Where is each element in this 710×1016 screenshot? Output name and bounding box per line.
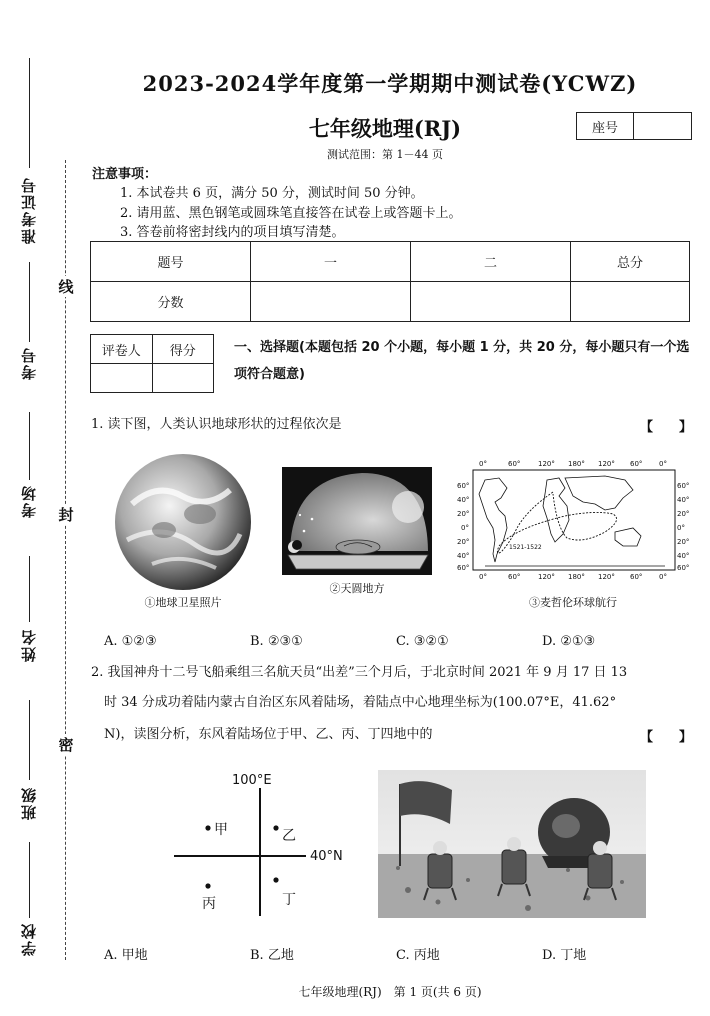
exam-subtitle: 七年级地理(RJ) <box>308 116 462 141</box>
question-2-line-2: 时 34 分成功着陆内蒙古自治区东风着陆场，着陆点中心地理坐标为(100.07°E，41.62° <box>104 695 617 710</box>
score-table-header-question: 题号 <box>91 242 251 282</box>
question-2-line-3: N)，读图分析，东风着陆场位于甲、乙、丙、丁四地中的 <box>104 727 433 742</box>
map-lon-bottom-6: 0° <box>659 573 667 581</box>
grader-score-label: 得分 <box>152 335 214 364</box>
school-line <box>29 842 30 918</box>
q1-option-b[interactable]: B. ②③① <box>250 634 303 649</box>
map-lon-bottom-5: 60° <box>630 573 643 581</box>
map-lat-left-1: 40° <box>457 496 470 504</box>
score-table-row-label: 分数 <box>91 282 251 322</box>
map-lon-top-5: 60° <box>630 460 643 468</box>
grader-score-cell[interactable] <box>152 364 214 393</box>
q2-option-d[interactable]: D. 丁地 <box>542 948 587 963</box>
q1-option-d[interactable]: D. ②①③ <box>542 634 596 649</box>
map-lon-top-1: 60° <box>508 460 521 468</box>
test-range: 测试范围：第 1－44 页 <box>327 148 443 161</box>
grader-label: 评卷人 <box>91 335 153 364</box>
q2-option-b[interactable]: B. 乙地 <box>250 948 294 963</box>
q1-option-c[interactable]: C. ③②① <box>396 634 449 649</box>
point-jia-dot <box>205 825 210 830</box>
point-bing-dot <box>205 883 210 888</box>
name-label: 姓名 <box>20 628 38 662</box>
map-lat-right-3: 0° <box>677 524 685 532</box>
exam-id-label: 准考证号 <box>20 176 38 244</box>
point-yi-label: 乙 <box>282 828 296 844</box>
exam-room-label: 考场 <box>20 484 38 518</box>
landing-site-photo <box>378 770 646 918</box>
q1-option-a[interactable]: A. ①②③ <box>104 634 157 649</box>
round-heaven-square-earth-image <box>282 467 432 575</box>
point-jia-label: 甲 <box>214 822 228 838</box>
diagram-lon-label: 100°E <box>232 773 272 788</box>
notice-item-2: 2. 请用蓝、黑色钢笔或圆珠笔直接答在试卷上或答题卡上。 <box>120 206 462 221</box>
map-lat-right-6: 60° <box>677 564 690 572</box>
q2-option-c[interactable]: C. 丙地 <box>396 948 440 963</box>
map-lat-right-4: 20° <box>677 538 690 546</box>
point-ding-label: 丁 <box>282 892 296 908</box>
map-lon-top-3: 180° <box>568 460 585 468</box>
cut-mark-seal: 封 <box>56 504 76 525</box>
map-lat-right-0: 60° <box>677 482 690 490</box>
map-lon-bottom-0: 0° <box>479 573 487 581</box>
map-lon-bottom-1: 60° <box>508 573 521 581</box>
question-2-answer-bracket[interactable]: 【 】 <box>640 730 693 745</box>
grader-cell[interactable] <box>91 364 153 393</box>
map-lon-top-2: 120° <box>538 460 555 468</box>
map-lon-bottom-2: 120° <box>538 573 555 581</box>
page-footer: 七年级地理(RJ) 第 1 页(共 6 页) <box>298 985 482 999</box>
caption-round-heaven: ②天圆地方 <box>329 582 385 595</box>
q2-option-a[interactable]: A. 甲地 <box>104 948 148 963</box>
seat-number-label: 座号 <box>577 113 634 139</box>
exam-id-line <box>29 58 30 168</box>
question-2-options <box>104 944 694 963</box>
score-table-header-total: 总分 <box>571 242 690 282</box>
point-ding-dot <box>273 877 278 882</box>
map-lat-left-0: 60° <box>457 482 470 490</box>
score-table-header-part1: 一 <box>251 242 411 282</box>
grader-table <box>90 334 214 393</box>
earth-satellite-photo <box>112 452 254 592</box>
map-lat-right-2: 20° <box>677 510 690 518</box>
map-lat-left-4: 20° <box>457 538 470 546</box>
map-lon-top-4: 120° <box>598 460 615 468</box>
map-lat-left-2: 20° <box>457 510 470 518</box>
caption-earth-photo: ①地球卫星照片 <box>144 596 222 609</box>
map-lat-left-5: 40° <box>457 552 470 560</box>
point-bing-label: 丙 <box>202 896 216 912</box>
question-2-line-1: 2. 我国神舟十二号飞船乘组三名航天员“出差”三个月后，于北京时间 2021 年 9 月 17 日 13 <box>91 665 628 680</box>
map-lat-left-3: 0° <box>461 524 469 532</box>
notice-item-1: 1. 本试卷共 6 页，满分 50 分，测试时间 50 分钟。 <box>120 186 424 201</box>
class-label: 班级 <box>20 786 38 820</box>
score-cell-total[interactable] <box>571 282 690 322</box>
map-lat-right-5: 40° <box>677 552 690 560</box>
question-1-answer-bracket[interactable]: 【 】 <box>640 420 693 435</box>
question-1-options <box>104 634 694 649</box>
school-label: 学校 <box>20 922 38 956</box>
magellan-voyage-map <box>455 458 691 582</box>
exam-number-line <box>29 262 30 342</box>
exam-title: 2023-2024学年度第一学期期中测试卷(YCWZ) <box>142 71 638 96</box>
caption-magellan: ③麦哲伦环球航行 <box>529 596 617 609</box>
exam-number-label: 考号 <box>20 346 38 380</box>
map-lat-right-1: 40° <box>677 496 690 504</box>
name-line <box>29 556 30 622</box>
score-table-header-part2: 二 <box>411 242 571 282</box>
coordinate-diagram <box>170 768 360 918</box>
question-1-stem: 1. 读下图，人类认识地球形状的过程依次是 <box>91 417 342 432</box>
notice-item-3: 3. 答卷前将密封线内的项目填写清楚。 <box>120 225 345 240</box>
map-lon-bottom-3: 180° <box>568 573 585 581</box>
seat-number-box <box>576 112 692 140</box>
class-line <box>29 700 30 780</box>
map-lon-bottom-4: 120° <box>598 573 615 581</box>
cut-mark-line: 线 <box>56 276 76 297</box>
map-lon-top-6: 0° <box>659 460 667 468</box>
score-cell-part2[interactable] <box>411 282 571 322</box>
point-yi-dot <box>273 825 278 830</box>
score-table <box>90 241 690 322</box>
map-lat-left-6: 60° <box>457 564 470 572</box>
map-voyage-years: 1521-1522 <box>509 544 542 551</box>
score-cell-part1[interactable] <box>251 282 411 322</box>
diagram-lat-label: 40°N <box>310 849 343 864</box>
exam-room-line <box>29 412 30 480</box>
cut-mark-secret: 密 <box>56 734 76 755</box>
seat-number-field[interactable] <box>634 113 691 139</box>
map-lon-top-0: 0° <box>479 460 487 468</box>
notice-title: 注意事项： <box>92 167 158 182</box>
section-1-heading: 一、选择题(本题包括 20 个小题，每小题 1 分，共 20 分，每小题只有一个选项符合题意) <box>234 340 690 382</box>
